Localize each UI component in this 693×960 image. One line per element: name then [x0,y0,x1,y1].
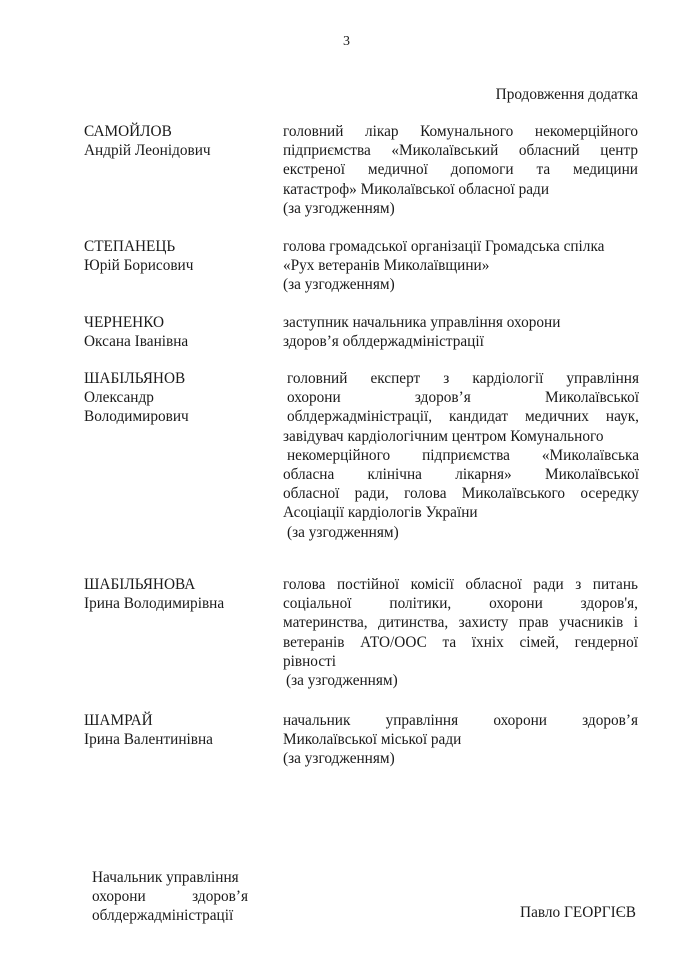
page-number: 3 [343,34,350,49]
member-name [84,237,274,275]
member-given-names: Андрій Леонідович [84,142,211,160]
member-name [84,313,274,351]
member-given-names: Ірина Валентинівна [84,731,213,749]
approval-note: (за узгодженням) [283,750,395,768]
position-line: головний лікар Комунального некомерційного [283,123,638,140]
member-given-names: Олександр [84,389,154,407]
signatory-name: Павло ГЕОРГІЄВ [520,904,636,921]
approval-note: (за узгодженням) [283,276,395,294]
member-position [283,237,638,295]
position-line: обласна клінічна лікарня» Миколаївської [283,466,639,484]
position-line: «Рух ветеранів Миколаївщини» [283,257,490,275]
continuation-label: Продовження додатка [495,86,638,103]
signatory-title-line: охорони здоров’я [92,888,248,906]
position-line: катастроф» Миколаївської обласної ради [283,180,550,198]
position-line: соціальної політики, охорони здоров'я, [283,595,638,613]
position-line: обласної ради, голова Миколаївського осередку [283,485,639,503]
position-line: екстреної медичної допомоги та медицини [283,161,638,179]
member-surname: ШАБІЛЬЯНОВА [84,576,196,593]
position-line: начальник управління охорони здоров’я [283,712,638,729]
position-line: материнства, дитинства, захисту прав учасників і [283,614,638,632]
position-line: здоров’я облдержадміністрації [283,333,484,351]
member-position [283,122,638,218]
position-line: охорони здоров’я Миколаївської [287,389,639,407]
position-line: заступник начальника управління охорони [283,314,561,331]
position-line: завідувач кардіологічним центром Комунального [283,427,604,445]
member-given-names: Ірина Володимирівна [84,595,225,613]
position-line: некомерційного підприємства «Миколаївська [287,446,639,464]
position-line: головний експерт з кардіології управління [287,370,639,387]
member-surname: ЧЕРНЕНКО [84,314,165,331]
member-name [84,369,274,427]
position-line: Асоціації кардіологів України [283,504,478,522]
approval-note: (за узгодженням) [283,199,395,217]
member-position [283,711,638,769]
signatory-title-line: облдержадміністрації [92,907,234,925]
position-line: рівності [283,652,337,670]
position-line: Миколаївської міської ради [283,731,462,749]
signatory-title [92,868,248,926]
member-position [283,313,638,351]
position-line: голова постійної комісії обласної ради з питань [283,576,638,593]
position-line: ветеранів АТО/ООС та їхніх сімей, гендерної [283,633,638,651]
member-name [84,122,274,160]
member-given-names: Юрій Борисович [84,257,194,275]
approval-note: (за узгодженням) [286,672,398,690]
position-line: голова громадської організації Громадська спілка [283,238,605,255]
member-surname: СТЕПАНЕЦЬ [84,238,176,255]
member-position [283,369,639,542]
member-given-names: Оксана Іванівна [84,333,189,351]
member-surname: ШАМРАЙ [84,712,153,729]
member-given-names: Володимирович [84,408,189,426]
signatory-title-line: Начальник управління [92,869,239,886]
member-position [283,575,638,690]
member-surname: ШАБІЛЬЯНОВ [84,370,186,387]
member-name [84,575,274,613]
position-line: облдержадміністрації, кандидат медичних наук, [287,408,639,426]
position-line: підприємства «Миколаївський обласний центр [283,142,638,160]
member-surname: САМОЙЛОВ [84,123,172,140]
member-name [84,711,274,749]
approval-note: (за узгодженням) [287,523,399,541]
